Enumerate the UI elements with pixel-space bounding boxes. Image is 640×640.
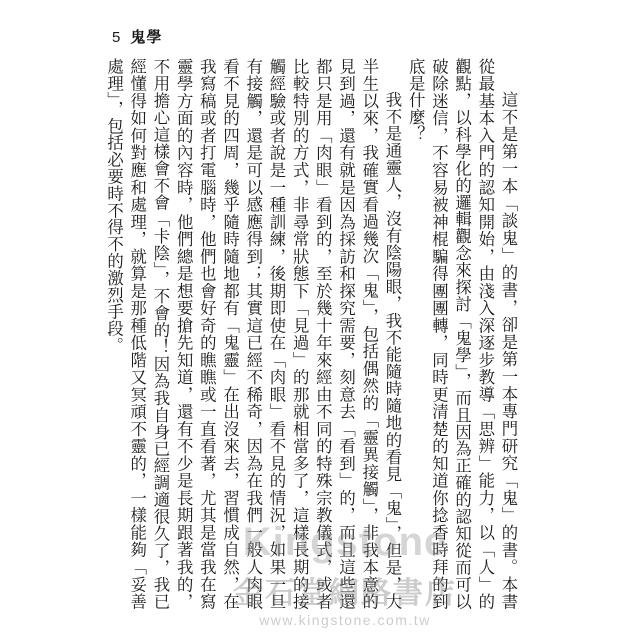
page-number: 5 <box>112 29 121 46</box>
running-title: 鬼學 <box>130 28 163 46</box>
vertical-text-body <box>104 58 520 610</box>
watermark-url: www.kingstone.com.tw <box>259 612 431 628</box>
page-header <box>112 26 162 47</box>
paragraph-2: 我不是通靈人，沒有陰陽眼，我不能隨時隨地的看見「鬼」，但是，大半生以來，我確實看過幾次「鬼」，包括偶然的「靈異接觸」，非我本意的見到過，還有就是因為採訪和探究需要，刻意去「看到」的，而且這些還都只是用「肉眼」看到的，至於幾十年來經由不同的特殊宗教儀式，或者比較特別的方式，非尋常狀態下「見過」的那就相當多了，這樣長期的接觸經驗或者說是一種訓練，後期即使在「肉眼」看不見的情況，如果一旦有接觸，還是可以感應得到；其實這已經不稀奇，因為在我們一般人肉眼看不見的四周，幾乎隨時隨地都有「鬼靈」在出沒來去，習慣成自然，在我寫稿或者打電腦時，他們也會好奇的瞧瞧或一直看著，尤其是當我在寫靈學方面的內容時，他們總是想要搶先知道，還有不少是長期跟著我的，不用擔心這樣會不會「卡陰」，不會的！因為我自身已經調適很久了，我已經懂得如何對應和處理，就算是那種低階又冥頑不靈的，一樣能夠「妥善處理」，包括必要時不得不的激烈手段。 <box>104 58 402 610</box>
kingstone-logo: Kingstone <box>242 520 448 564</box>
paragraph-1: 這不是第一本「談鬼」的書，卻是第一本專門研究「鬼」的書。本書從最基本入門的認知開始，由淺入深逐步教導「思辨」能力，以「人」的觀點，以科學化的邏輯觀念來探討「鬼學」，而且因為正確的認知從而可以破除迷信，不容易被神棍騙得團團轉，同時更清楚的知道你捻香時拜的到底是什麼？ <box>406 58 518 610</box>
watermark-brand-name: 金石堂網路書店 <box>233 576 457 611</box>
